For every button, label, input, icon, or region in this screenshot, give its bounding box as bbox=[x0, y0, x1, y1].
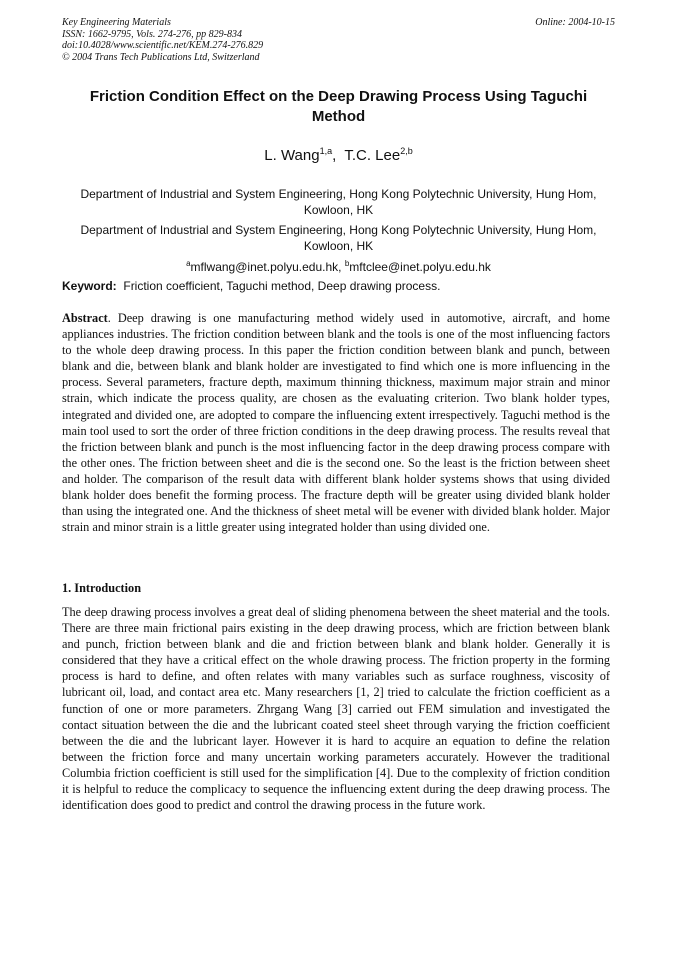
author-separator: , bbox=[332, 147, 337, 164]
issn-line: ISSN: 1662-9795, Vols. 274-276, pp 829-834 bbox=[62, 28, 242, 40]
journal-header bbox=[62, 17, 615, 63]
paper-title: Friction Condition Effect on the Deep Drawing Process Using Taguchi Method bbox=[89, 88, 588, 125]
author-2-name: T.C. Lee bbox=[344, 147, 401, 164]
email-separator: , bbox=[338, 260, 342, 274]
email-b: mftclee@inet.polyu.edu.hk bbox=[349, 260, 491, 274]
introduction-heading: 1. Introduction bbox=[62, 581, 142, 595]
keywords-label: Keyword: bbox=[62, 279, 117, 293]
affiliation-1: Department of Industrial and System Engineering, Hong Kong Polytechnic University, Hung Hom, Kowloon, HK bbox=[80, 187, 597, 217]
keywords-line bbox=[62, 279, 615, 293]
keywords-text: Friction coefficient, Taguchi method, Deep drawing process. bbox=[123, 279, 441, 293]
doi-line: doi:10.4028/www.scientific.net/KEM.274-276.829 bbox=[62, 40, 264, 51]
abstract-text: . Deep drawing is one manufacturing method widely used in automotive, aircraft, and home appliances industries. The friction condition between blank and the tools is one of the most influencing factors to the whole deep drawing process. In this paper the friction condition between blank and punch, between blank and die, between blank and blank holder are investigated to find which one is more influencing in the process. Several parameters, fracture depth, maximum thinning thickness, maximum major strain and minor strain, which indicate the process quality, are chosen as the evaluating criterion. Two blank holder types, integrated and divided one, are adopted to compare the influencing extent irrespectively. Taguchi method is the main tool used to sort the order of three friction conditions in the deep drawing process. The results reveal that the friction between blank and punch is the most influencing factor in the deep drawing process compare with the other ones. The friction between sheet and die is the second one. So the least is the friction between sheet and holder. The comparison of the result data with different blank holder systems shows that using divided blank holder does benefit the forming process. The fracture depth will be greater using divided blank holder than using the integrated one. And the thickness of sheet metal will be evener with divided blank holder. Major strain and minor strain is a little greater using integrated holder than using divided one. bbox=[62, 311, 610, 535]
abstract-paragraph bbox=[62, 310, 610, 535]
email-line bbox=[62, 259, 615, 274]
email-a-marker: a bbox=[186, 259, 191, 268]
copyright-line: © 2004 Trans Tech Publications Ltd, Switzerland bbox=[62, 51, 260, 63]
author-1-affiliation-marker: 1,a bbox=[319, 146, 333, 156]
email-b-marker: b bbox=[344, 259, 350, 268]
abstract-label: Abstract bbox=[62, 311, 108, 325]
email-a: mflwang@inet.polyu.edu.hk bbox=[190, 260, 339, 274]
author-2-affiliation-marker: 2,b bbox=[400, 146, 413, 156]
introduction-paragraph: The deep drawing process involves a great deal of sliding phenomena between the sheet material and the tools. There are three main frictional pairs existing in the deep drawing process, which are friction between blank and punch, friction between blank and die and friction between blank and blank holder. Generally it is considered that they have a critical effect on the whole drawing process. The friction property in the forming process is hard to define, and often relates with many variables such as surface roughness, viscosity of lubricant oil, load, and contact area etc. Many researchers [1, 2] tried to calculate the friction coefficient as a function of one or more parameters. Zhrgang Wang [3] carried out FEM simulation and investigated the contact situation between the die and the lubricant coated steel sheet through varying the friction coefficient between the die and the lubricant layer. However it is hard to acquire an equation to define the relation between the friction force and many uncertain working parameters accurately. However the traditional Columbia friction coefficient is still used for the simplification [4]. Due to the complexity of friction condition it is helpful to reduce the complicacy to sequence the influencing extent during the deep drawing process. The identification does good to predict and control the drawing process in the future work. bbox=[62, 605, 610, 813]
journal-name: Key Engineering Materials bbox=[62, 17, 171, 28]
author-line bbox=[62, 146, 615, 164]
author-1-name: L. Wang bbox=[264, 147, 320, 164]
affiliation-2: Department of Industrial and System Engineering, Hong Kong Polytechnic University, Hung Hom, Kowloon, HK bbox=[80, 223, 597, 253]
online-date: Online: 2004-10-15 bbox=[535, 17, 615, 28]
